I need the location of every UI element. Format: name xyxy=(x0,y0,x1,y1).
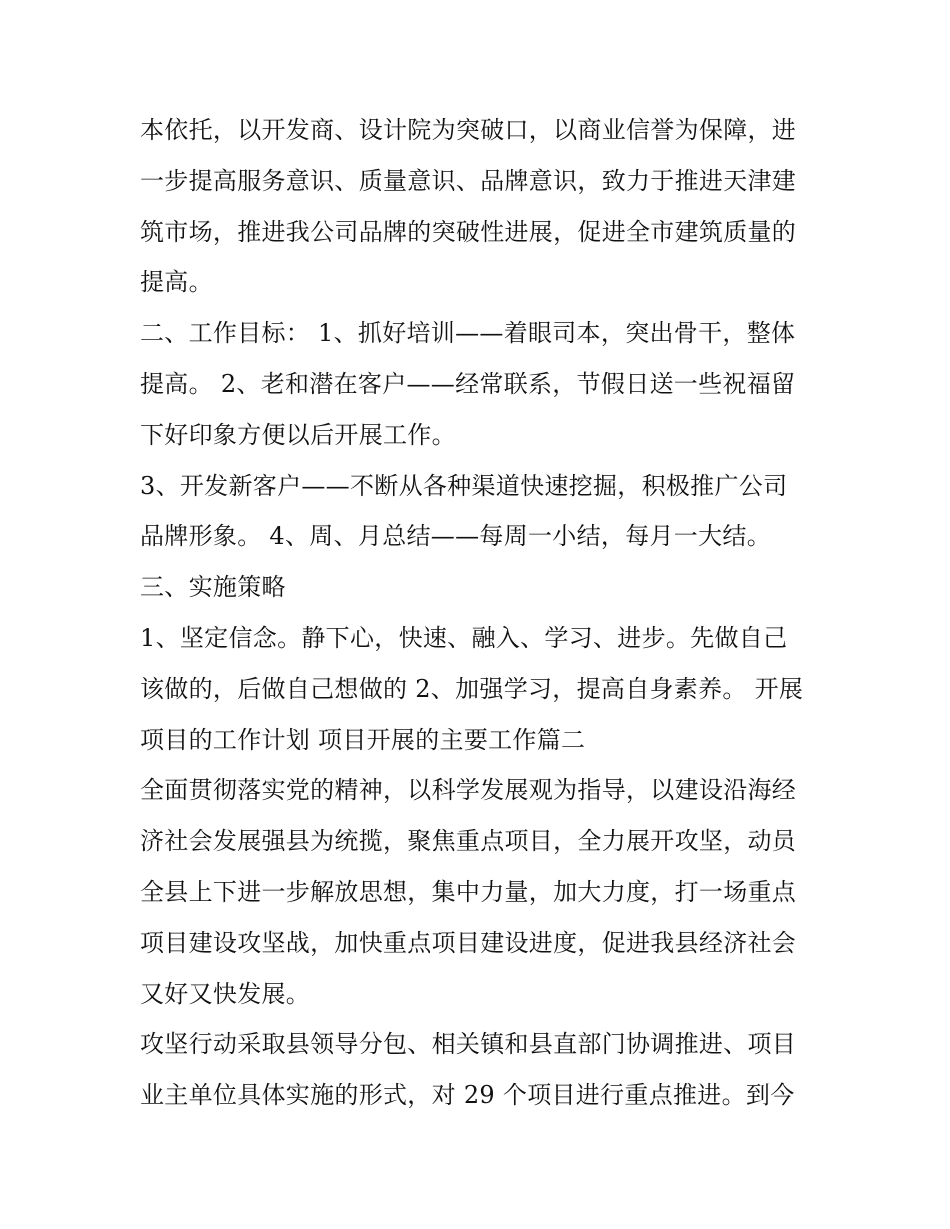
text-line-18: 又好又快发展。 xyxy=(140,979,311,1008)
document-body-text xyxy=(140,105,820,1121)
text-line-20: 业主单位具体实施的形式，对 29 个项目进行重点推进。到今 xyxy=(140,1081,795,1110)
text-line-12: 该做的，后做自己想做的 2、加强学习，提高自身素养。 开展 xyxy=(140,674,804,703)
text-line-5: 二、工作目标： 1、抓好培训——着眼司本，突出骨干，整体 xyxy=(140,319,796,348)
text-line-2: 一步提高服务意识、质量意识、品牌意识，致力于推进天津建 xyxy=(140,166,797,195)
text-line-1: 本依托，以开发商、设计院为突破口，以商业信誉为保障，进 xyxy=(140,116,797,144)
text-line-11: 1、坚定信念。静下心，快速、融入、学习、进步。先做自己 xyxy=(140,623,788,652)
text-line-10: 三、实施策略 xyxy=(140,573,286,602)
text-line-16: 全县上下进一步解放思想，集中力量，加大力度，打一场重点 xyxy=(140,877,797,906)
text-line-8: 3、开发新客户——不断从各种渠道快速挖掘，积极推广公司 xyxy=(140,471,788,500)
text-line-15: 济社会发展强县为统揽，聚焦重点项目，全力展开攻坚，动员 xyxy=(140,827,797,856)
text-line-6: 提高。 2、老和潜在客户——经常联系，节假日送一些祝福留 xyxy=(140,369,796,398)
text-line-13: 项目的工作计划 项目开展的主要工作篇二 xyxy=(140,725,586,754)
text-line-14: 全面贯彻落实党的精神，以科学发展观为指导，以建设沿海经 xyxy=(140,776,797,805)
text-line-3: 筑市场，推进我公司品牌的突破性进展，促进全市建筑质量的 xyxy=(140,217,797,246)
text-line-7: 下好印象方便以后开展工作。 xyxy=(140,420,456,449)
text-line-17: 项目建设攻坚战，加快重点项目建设进度，促进我县经济社会 xyxy=(140,928,797,957)
text-line-19: 攻坚行动采取县领导分包、相关镇和县直部门协调推进、项目 xyxy=(140,1030,797,1059)
text-line-4: 提高。 xyxy=(140,268,213,297)
text-line-9: 品牌形象。 4、周、月总结——每周一小结，每月一大结。 xyxy=(140,522,771,551)
